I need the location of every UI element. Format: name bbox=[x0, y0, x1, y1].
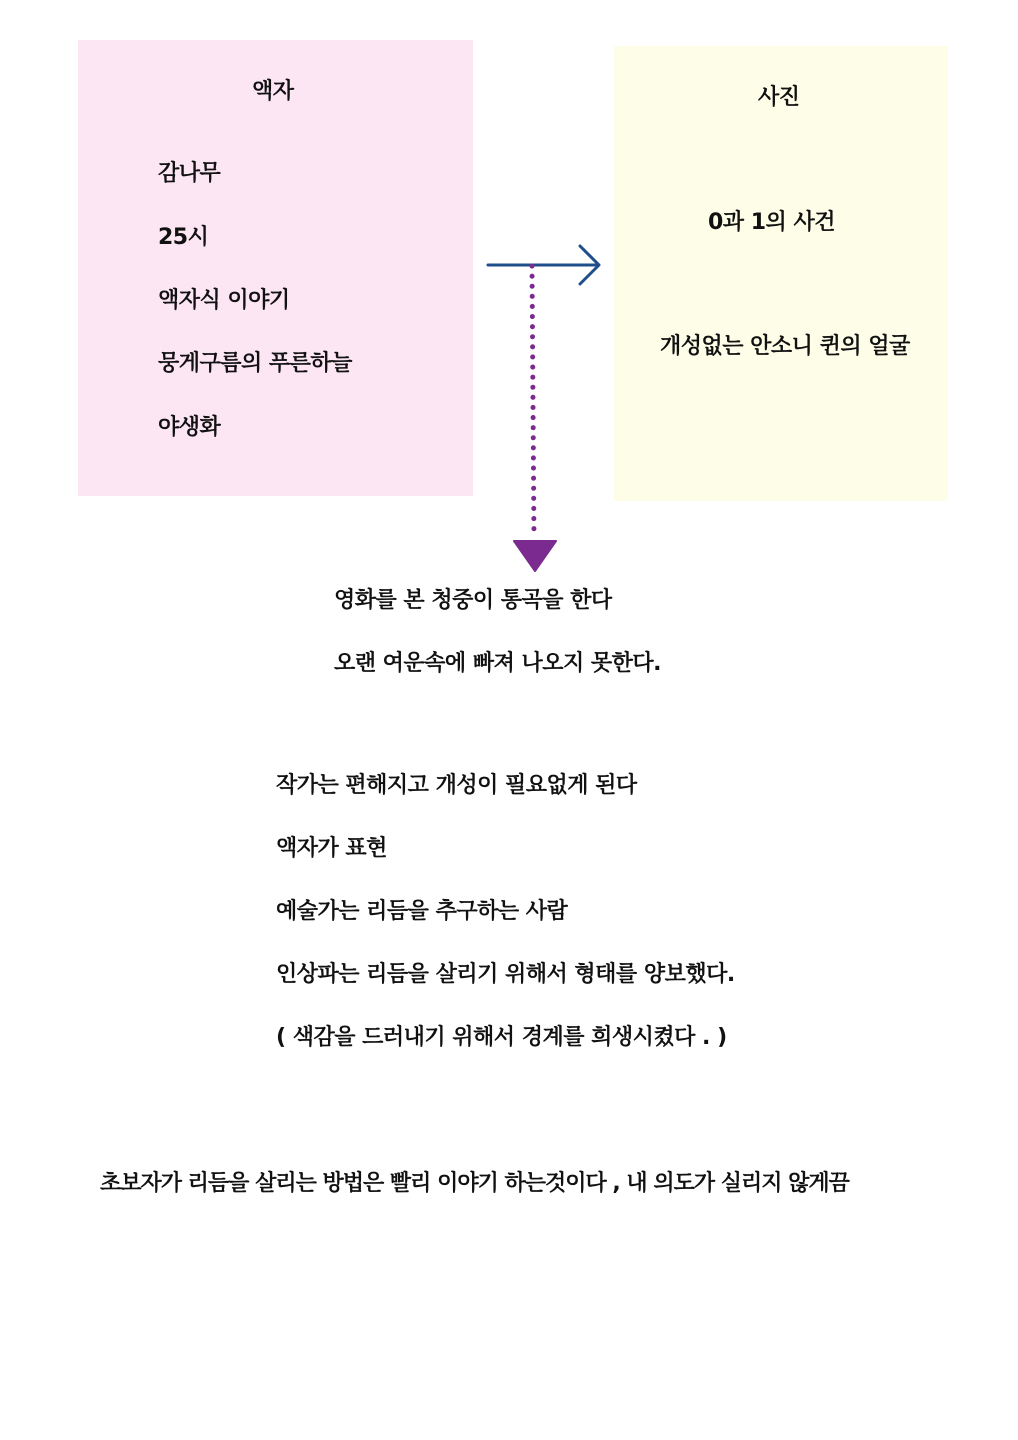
note-line-4: 인상파는 리듬을 살리기 위해서 형태를 양보했다. bbox=[276, 962, 735, 987]
frame-item-2: 25시 bbox=[158, 225, 209, 250]
photo-item-2: 개성없는 안소니 퀸의 얼굴 bbox=[660, 334, 910, 359]
frame-item-3: 액자식 이야기 bbox=[158, 288, 290, 313]
photo-box-title: 사진 bbox=[758, 85, 800, 110]
frame-box-title: 액자 bbox=[252, 79, 294, 104]
blue-arrow bbox=[488, 246, 599, 284]
note-line-2: 액자가 표현 bbox=[276, 836, 387, 861]
photo-item-1: 0과 1의 사건 bbox=[708, 210, 835, 235]
note-line-1: 작가는 편해지고 개성이 필요없게 된다 bbox=[276, 773, 637, 798]
result-line-1: 영화를 본 청중이 통곡을 한다 bbox=[334, 588, 612, 613]
frame-item-4: 뭉게구름의 푸른하늘 bbox=[158, 351, 352, 376]
purple-dotted-arrow bbox=[514, 266, 556, 571]
result-line-2: 오랜 여운속에 빠져 나오지 못한다. bbox=[334, 651, 662, 676]
footer-note: 초보자가 리듬을 살리는 방법은 빨리 이야기 하는것이다 , 내 의도가 실리지 않게끔 bbox=[100, 1171, 849, 1196]
note-line-5: ( 색감을 드러내기 위해서 경계를 희생시켰다 . ) bbox=[276, 1025, 727, 1050]
note-line-3: 예술가는 리듬을 추구하는 사람 bbox=[276, 899, 568, 924]
connector-arrows bbox=[0, 0, 1018, 600]
frame-item-1: 감나무 bbox=[158, 161, 221, 186]
frame-item-5: 야생화 bbox=[158, 415, 221, 440]
